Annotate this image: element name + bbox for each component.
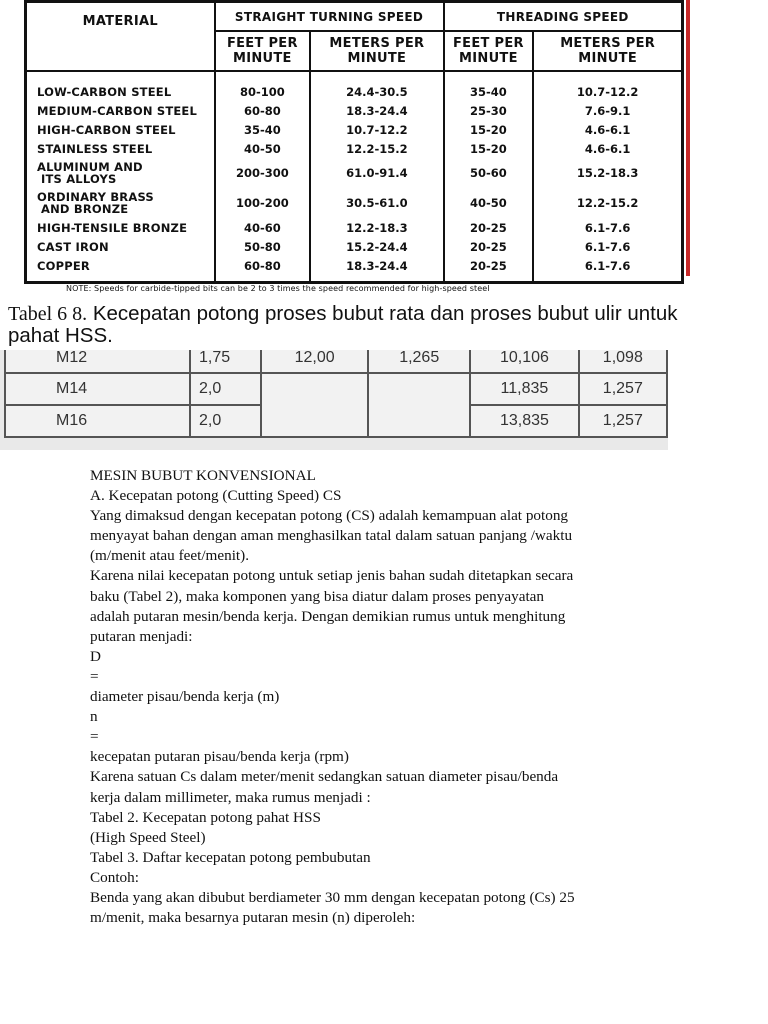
body-line: Karena nilai kecepatan potong untuk setiap jenis bahan sudah ditetapkan secara [90,567,574,585]
material-name-line: ORDINARY BRASS [37,190,154,204]
header-threading: THREADING SPEED [444,2,683,32]
body-line: n [90,708,98,726]
body-line: Tabel 3. Daftar kecepatan potong pembubutan [90,848,371,866]
material-name [26,120,215,139]
thread-cell: 1,257 [579,405,667,437]
straight-mpm-cell: 24.4-30.5 [310,71,443,101]
thread-cell: M12 [5,350,190,373]
threading-mpm-cell: 10.7-12.2 [533,71,682,101]
material-name [26,158,215,188]
thread-cell-merged [261,373,368,437]
body-line: = [90,728,99,746]
body-line: = [90,667,99,685]
table-caption [8,303,688,347]
caption-label: Tabel 6 8. [8,303,88,325]
threading-mpm-cell: 6.1-7.6 [533,237,682,256]
cutting-speed-table-figure [24,0,686,278]
threading-mpm-cell: 4.6-6.1 [533,139,682,158]
material-name-line: HIGH-CARBON STEEL [37,122,176,137]
cutting-speed-table [24,0,684,284]
header-straight-turning: STRAIGHT TURNING SPEED [215,2,444,32]
body-line: (High Speed Steel) [90,828,206,846]
thread-table-row [5,350,667,373]
thread-cell: 1,098 [579,350,667,373]
thread-cell: M14 [5,373,190,405]
threading-fpm-cell: 50-60 [444,158,534,188]
threading-fpm-cell: 15-20 [444,139,534,158]
threading-mpm-cell: 6.1-7.6 [533,256,682,283]
material-name [26,218,215,237]
table-note: NOTE: Speeds for carbide-tipped bits can be 2 to 3 times the speed recommended for high-speed steel [66,284,490,293]
speed-table-row [26,101,683,120]
thread-cell: 13,835 [470,405,578,437]
threading-fpm-cell: 20-25 [444,256,534,283]
body-line: Tabel 2. Kecepatan potong pahat HSS [90,808,321,826]
material-name-line: AND BRONZE [41,202,129,216]
speed-table-row [26,71,683,101]
material-name-line: CAST IRON [37,239,109,254]
material-name [26,101,215,120]
body-line: baku (Tabel 2), maka komponen yang bisa diatur dalam proses penyayatan [90,587,544,605]
scan-edge-line [686,0,690,276]
material-name [26,139,215,158]
speed-table-row [26,237,683,256]
body-line: kerja dalam millimeter, maka rumus menjadi : [90,788,371,806]
header-th-mpm: METERS PER MINUTE [533,31,682,71]
material-name [26,237,215,256]
material-name [26,188,215,218]
material-name-line: HIGH-TENSILE BRONZE [37,220,188,235]
thread-cell: 12,00 [261,350,368,373]
body-line: Contoh: [90,868,139,886]
straight-mpm-cell: 15.2-24.4 [310,237,443,256]
thread-table-figure [0,350,668,450]
body-line: Benda yang akan dibubut berdiameter 30 mm dengan kecepatan potong (Cs) 25 [90,888,575,906]
straight-mpm-cell: 30.5-61.0 [310,188,443,218]
straight-fpm-cell: 40-60 [215,218,311,237]
thread-cell: M16 [5,405,190,437]
thread-cell: 10,106 [470,350,578,373]
threading-fpm-cell: 15-20 [444,120,534,139]
threading-mpm-cell: 4.6-6.1 [533,120,682,139]
speed-table-row [26,188,683,218]
speed-table-row [26,218,683,237]
material-name-line: ITS ALLOYS [41,172,117,186]
threading-mpm-cell: 15.2-18.3 [533,158,682,188]
threading-mpm-cell: 12.2-15.2 [533,188,682,218]
body-line: kecepatan putaran pisau/benda kerja (rpm) [90,748,349,766]
body-line: (m/menit atau feet/menit). [90,547,249,565]
material-name-line: STAINLESS STEEL [37,141,153,156]
threading-fpm-cell: 20-25 [444,218,534,237]
body-line: putaran menjadi: [90,627,193,645]
header-th-fpm: FEET PER MINUTE [444,31,534,71]
straight-mpm-cell: 12.2-15.2 [310,139,443,158]
body-line: adalah putaran mesin/benda kerja. Dengan demikian rumus untuk menghitung [90,607,566,625]
thread-table-row [5,373,667,405]
threading-fpm-cell: 25-30 [444,101,534,120]
thread-cell: 2,0 [190,373,261,405]
header-st-fpm: FEET PER MINUTE [215,31,311,71]
straight-fpm-cell: 60-80 [215,256,311,283]
thread-cell: 1,265 [368,350,470,373]
thread-cell: 11,835 [470,373,578,405]
material-name-line: MEDIUM-CARBON STEEL [37,103,198,118]
threading-mpm-cell: 7.6-9.1 [533,101,682,120]
straight-fpm-cell: 200-300 [215,158,311,188]
straight-mpm-cell: 18.3-24.4 [310,101,443,120]
material-name-line: LOW-CARBON STEEL [37,84,172,99]
thread-cell: 2,0 [190,405,261,437]
cutting-speed-table-body [26,71,683,283]
straight-fpm-cell: 35-40 [215,120,311,139]
threading-fpm-cell: 35-40 [444,71,534,101]
straight-fpm-cell: 80-100 [215,71,311,101]
straight-mpm-cell: 61.0-91.4 [310,158,443,188]
caption-text: Kecepatan potong proses bubut rata dan proses bubut ulir untuk pahat HSS. [8,302,678,347]
body-text [90,466,690,928]
header-material: MATERIAL [26,2,215,72]
speed-table-row [26,120,683,139]
straight-fpm-cell: 50-80 [215,237,311,256]
speed-table-row [26,158,683,188]
threading-fpm-cell: 20-25 [444,237,534,256]
straight-fpm-cell: 60-80 [215,101,311,120]
thread-cell: 1,257 [579,373,667,405]
straight-fpm-cell: 40-50 [215,139,311,158]
thread-table [4,350,668,438]
straight-fpm-cell: 100-200 [215,188,311,218]
straight-mpm-cell: 10.7-12.2 [310,120,443,139]
body-line: menyayat bahan dengan aman menghasilkan tatal dalam satuan panjang /waktu [90,527,573,545]
body-line: m/menit, maka besarnya putaran mesin (n) diperoleh: [90,909,416,927]
material-name [26,256,215,283]
body-line: MESIN BUBUT KONVENSIONAL [90,467,316,484]
threading-mpm-cell: 6.1-7.6 [533,218,682,237]
straight-mpm-cell: 12.2-18.3 [310,218,443,237]
header-st-mpm: METERS PER MINUTE [310,31,443,71]
thread-cell: 1,75 [190,350,261,373]
body-line: Karena satuan Cs dalam meter/menit sedangkan satuan diameter pisau/benda [90,768,559,786]
speed-table-row [26,256,683,283]
body-line: A. Kecepatan potong (Cutting Speed) CS [90,487,342,505]
speed-table-row [26,139,683,158]
threading-fpm-cell: 40-50 [444,188,534,218]
material-name [26,71,215,101]
body-line: Yang dimaksud dengan kecepatan potong (CS) adalah kemampuan alat potong [90,507,569,525]
material-name-line: ALUMINUM AND [37,160,143,174]
body-line: D [90,647,101,665]
straight-mpm-cell: 18.3-24.4 [310,256,443,283]
thread-cell-merged [368,373,470,437]
material-name-line: COPPER [37,258,90,273]
body-line: diameter pisau/benda kerja (m) [90,688,280,706]
